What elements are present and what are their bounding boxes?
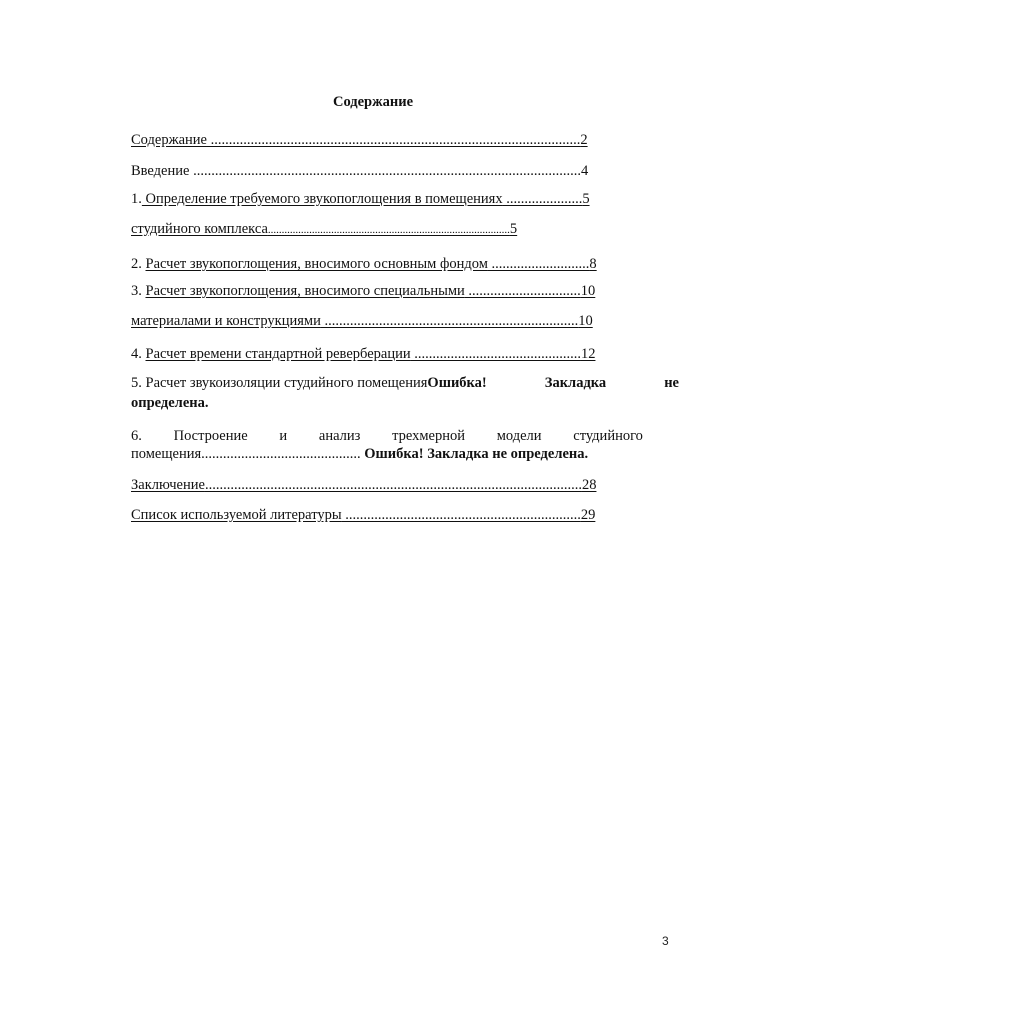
toc-entry-label: материалами и конструкциями — [131, 313, 321, 329]
toc-entry-label: помещения — [131, 446, 202, 462]
toc-entry-number: 6. — [131, 428, 142, 444]
toc-entry-line — [131, 374, 679, 392]
toc-entry-label: Определение требуемого звукопоглощения в помещениях — [141, 191, 503, 207]
toc-leader-dots: ...................................................................... — [320, 313, 579, 329]
toc-entry-label: Расчет звукоизоляции студийного помещения — [145, 375, 428, 391]
toc-leader-dots: ..................... — [502, 191, 583, 207]
toc-page-number: 8 — [589, 256, 597, 272]
toc-entry-number: 3. — [131, 283, 142, 299]
toc-leader-dots: ........................... — [487, 256, 590, 272]
toc-leader-dots: ........................................................................................................... — [189, 163, 581, 179]
error-text: Ошибка! Закладка не определена. — [364, 446, 589, 462]
toc-entry-introduction[interactable] — [131, 162, 588, 180]
toc-entry-conclusion[interactable] — [131, 476, 596, 494]
toc-entry-label: Расчет времени стандартной реверберации — [145, 346, 411, 362]
toc-page-number: 10 — [580, 283, 596, 299]
toc-page-number: 12 — [580, 346, 596, 362]
toc-entry-word: анализ — [318, 428, 361, 444]
toc-page-number: 10 — [578, 313, 593, 329]
toc-entry-label: Заключение — [131, 477, 205, 493]
toc-entry-line — [131, 427, 643, 445]
toc-entry-label: Содержание — [131, 132, 207, 148]
toc-entry-number: 2. — [131, 256, 142, 272]
toc-entry-contents[interactable] — [131, 131, 588, 149]
toc-leader-dots: ...................................................................................................... — [206, 132, 581, 148]
toc-page-number: 5 — [509, 221, 518, 237]
toc-entry-line — [131, 445, 679, 463]
error-text: Ошибка! — [427, 375, 487, 391]
toc-entry-word: модели — [496, 428, 542, 444]
toc-entry-word: студийного — [573, 428, 643, 444]
page-number: 3 — [662, 934, 669, 948]
toc-entry-label: Расчет звукопоглощения, вносимого специальными — [145, 283, 465, 299]
error-text: не — [664, 375, 679, 391]
toc-leader-dots: ................................................................. — [341, 507, 581, 523]
page-title: Содержание — [332, 94, 414, 110]
toc-entry-section-4[interactable] — [131, 345, 595, 363]
toc-entry-label: студийного комплекса — [131, 221, 268, 237]
error-text: определена. — [131, 395, 209, 411]
toc-leader-dots: ............................... — [464, 283, 581, 299]
toc-entry-section-1-cont[interactable] — [131, 220, 517, 239]
toc-entry-text — [131, 374, 487, 392]
toc-leader-dots: ........................................................................................ — [267, 224, 510, 236]
toc-entry-label: Введение — [131, 163, 190, 179]
toc-entry-section-3[interactable] — [131, 282, 595, 300]
toc-leader-dots: ............................................ — [201, 446, 361, 462]
toc-entry-section-6[interactable] — [131, 427, 679, 463]
toc-entry-section-2[interactable] — [131, 255, 597, 273]
toc-entry-label: Расчет звукопоглощения, вносимого основным фондом — [145, 256, 488, 272]
toc-page-number: 4 — [580, 163, 589, 179]
toc-entry-number: 5. — [131, 375, 142, 391]
toc-page-number: 28 — [581, 477, 597, 493]
toc-entry-number: 4. — [131, 346, 142, 362]
error-text: Закладка — [544, 375, 607, 391]
toc-entry-section-3-cont[interactable] — [131, 312, 593, 330]
toc-entry-number: 1. — [131, 191, 142, 207]
toc-entry-section-5[interactable] — [131, 374, 679, 412]
toc-page-number: 2 — [580, 132, 588, 148]
toc-entry-section-1[interactable] — [131, 190, 590, 208]
toc-entry-references[interactable] — [131, 506, 595, 524]
toc-entry-word: и — [279, 428, 288, 444]
toc-leader-dots: .............................................. — [410, 346, 581, 362]
toc-entry-label: Список используемой литературы — [131, 507, 342, 523]
toc-leader-dots: ........................................................................................................ — [204, 477, 582, 493]
toc-entry-word: трехмерной — [392, 428, 465, 444]
toc-page-number: 5 — [582, 191, 590, 207]
toc-page-number: 29 — [580, 507, 596, 523]
toc-entry-word: Построение — [173, 428, 248, 444]
